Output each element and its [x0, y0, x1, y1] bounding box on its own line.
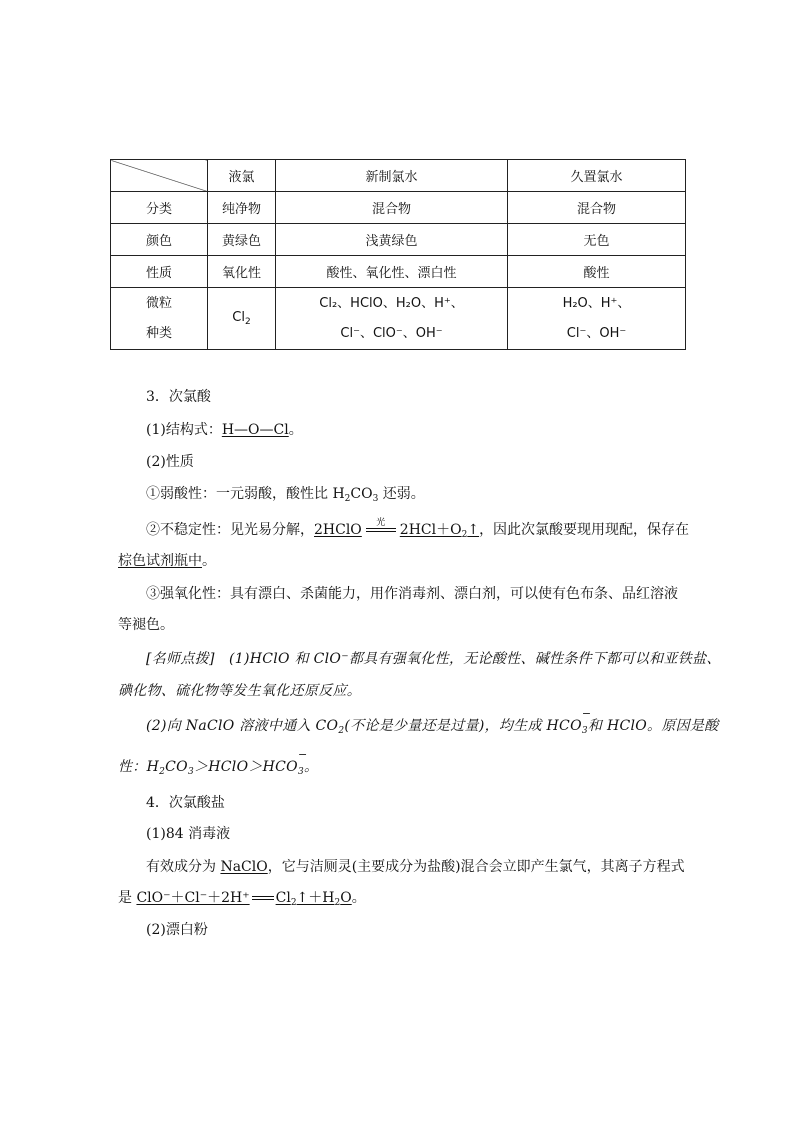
strong-oxidation-line-1: ③强氧化性：具有漂白、杀菌能力，用作消毒剂、漂白剂，可以使有色布条、品红溶液 [146, 586, 678, 602]
structural-formula: H—O—Cl [221, 422, 289, 438]
table-cell: $Cl_2$ [208, 288, 276, 350]
header-liquid-chlorine: 液氯 [208, 160, 276, 192]
tip-line-1: [名师点拨] (1)HClO 和 ClO⁻都具有强氧化性，无论酸性、碱性条件下都可以和亚铁盐、 [146, 651, 721, 667]
table-row [111, 256, 686, 288]
row-label: 分类 [111, 192, 208, 224]
instability-line: ②不稳定性：见光易分解，2HClO 光 $2HCl+O_2↑$，因此次氯酸要现用现配，保存在 [146, 518, 690, 540]
table-cell: 氧化性 [208, 256, 276, 288]
table-cell: 黄绿色 [208, 224, 276, 256]
table-cell: 酸性、氧化性、漂白性 [276, 256, 508, 288]
header-fresh-chlorine-water: 新制氯水 [276, 160, 508, 192]
bleaching-powder-subtitle: (2)漂白粉 [146, 922, 208, 938]
table-row [111, 192, 686, 224]
row-label: 性质 [111, 256, 208, 288]
bleach-subtitle: (1)84 消毒液 [146, 826, 231, 842]
table-cell: H₂O、H⁺、 Cl⁻、OH⁻ [508, 288, 686, 350]
row-label: 颜色 [111, 224, 208, 256]
table-cell: 浅黄绿色 [276, 224, 508, 256]
table-cell: Cl₂、HClO、H₂O、H⁺、 Cl⁻、ClO⁻、OH⁻ [276, 288, 508, 350]
table-cell: 纯净物 [208, 192, 276, 224]
tip-line-4: 性：$H_2CO_3>HClO>HCO$ − $_3$。 [118, 748, 319, 777]
bottle-line: 棕色试剂瓶中。 [118, 553, 216, 569]
section-4-title: 4．次氯酸盐 [146, 795, 225, 811]
chlorine-comparison-table [110, 159, 686, 350]
effective-component-line: 有效成分为 NaClO，它与洁厕灵(主要成分为盐酸)混合会立即产生氯气，其离子方程式 [146, 859, 685, 875]
table-cell: 酸性 [508, 256, 686, 288]
tip-line-2: 碘化物、硫化物等发生氧化还原反应。 [118, 683, 362, 699]
table-row-particles [111, 288, 686, 350]
weak-acid-line: ①弱酸性：一元弱酸，酸性比 $H_2CO_3$ 还弱。 [146, 486, 425, 504]
table-cell: 混合物 [276, 192, 508, 224]
tip-line-3: (2)向 NaClO 溶液中通入 $CO_2$(不论是少量还是过量)，均生成 HCO − $_3$和 HClO。原因是酸 [146, 707, 719, 736]
condition-arrow: 光 [366, 518, 396, 542]
structural-formula-line: (1)结构式：H—O—Cl。 [146, 422, 303, 438]
table-header-row [111, 160, 686, 192]
ionic-equation-line: 是 ClO⁻＋Cl⁻＋2H⁺ $Cl_2↑+H_2O$。 [118, 890, 366, 908]
table-cell: 混合物 [508, 192, 686, 224]
table-corner-cell [111, 160, 208, 192]
table-row [111, 224, 686, 256]
properties-title: (2)性质 [146, 454, 194, 470]
row-label: 微粒 种类 [111, 288, 208, 350]
table-cell: 无色 [508, 224, 686, 256]
header-aged-chlorine-water: 久置氯水 [508, 160, 686, 192]
strong-oxidation-line-2: 等褪色。 [118, 617, 174, 633]
section-3-title: 3．次氯酸 [146, 389, 211, 405]
